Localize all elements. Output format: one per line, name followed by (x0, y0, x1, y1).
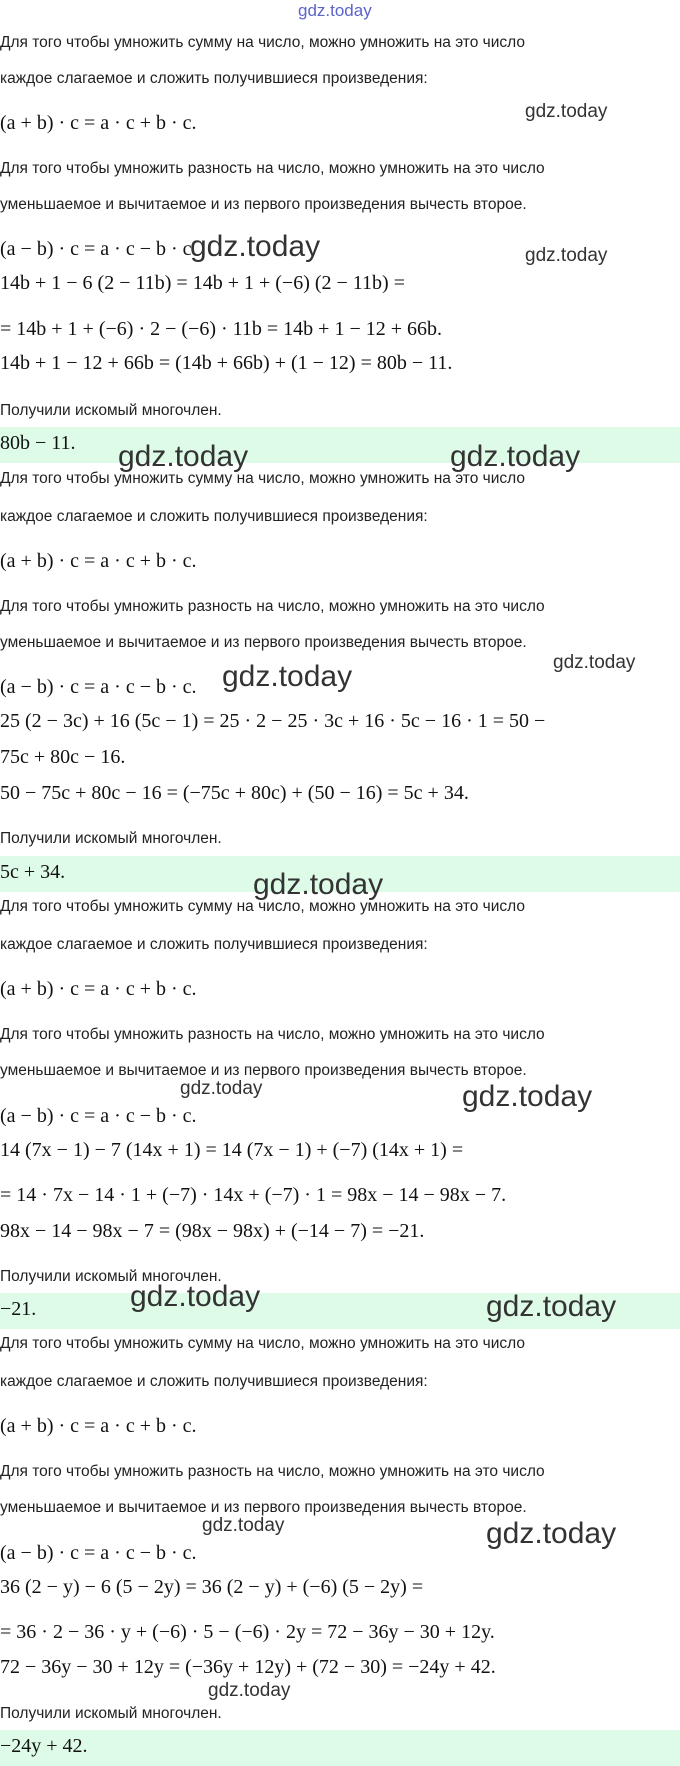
watermark: gdz.today (130, 1280, 261, 1313)
rule-sum-line-2: каждое слагаемое и сложить получившиеся произведения: (0, 70, 428, 87)
formula-diff: (a − b) · c = a · c − b · c. (0, 1105, 197, 1127)
rule-diff-line-1: Для того чтобы умножить разность на число, можно умножить на это число (0, 1026, 545, 1043)
solution-step-3: 98x − 14 − 98x − 7 = (98x − 98x) + (−14 − 7) = −21. (0, 1220, 425, 1242)
formula-sum: (a + b) · c = a · c + b · c. (0, 112, 197, 134)
watermark: gdz.today (190, 230, 321, 263)
watermark: gdz.today (462, 1080, 593, 1113)
rule-diff-line-2: уменьшаемое и вычитаемое и из первого произведения вычесть второе. (0, 1499, 527, 1516)
rule-sum-line-2: каждое слагаемое и сложить получившиеся произведения: (0, 936, 428, 953)
answer: −21. (0, 1298, 37, 1320)
answer: 5c + 34. (0, 861, 66, 883)
solution-step-2: = 14b + 1 + (−6) · 2 − (−6) · 11b = 14b + 1 − 12 + 66b. (0, 318, 443, 340)
solution-step-3: 72 − 36y − 30 + 12y = (−36y + 12y) + (72 − 30) = −24y + 42. (0, 1656, 496, 1678)
solution-step-1: 14 (7x − 1) − 7 (14x + 1) = 14 (7x − 1) + (−7) (14x + 1) = (0, 1139, 464, 1161)
rule-sum-line-1: Для того чтобы умножить сумму на число, можно умножить на это число (0, 34, 525, 51)
formula-sum: (a + b) · c = a · c + b · c. (0, 550, 197, 572)
watermark: gdz.today (486, 1517, 617, 1550)
answer-band-4 (0, 1730, 680, 1766)
solution-step-3: 50 − 75c + 80c − 16 = (−75c + 80c) + (50 − 16) = 5c + 34. (0, 782, 469, 804)
watermark: gdz.today (202, 1515, 285, 1536)
formula-sum: (a + b) · c = a · c + b · c. (0, 978, 197, 1000)
watermark: gdz.today (222, 660, 353, 693)
solution-step-2: = 14 · 7x − 14 · 1 + (−7) · 14x + (−7) · 1 = 98x − 14 − 98x − 7. (0, 1184, 507, 1206)
rule-sum-line-1: Для того чтобы умножить сумму на число, можно умножить на это число (0, 1335, 525, 1352)
solution-step-1: 25 (2 − 3c) + 16 (5c − 1) = 25 · 2 − 25 · 3c + 16 · 5c − 16 · 1 = 50 − (0, 710, 546, 732)
rule-diff-line-1: Для того чтобы умножить разность на число, можно умножить на это число (0, 598, 545, 615)
watermark: gdz.today (486, 1290, 617, 1323)
watermark: gdz.today (553, 652, 636, 673)
solution-step-1: 36 (2 − y) − 6 (5 − 2y) = 36 (2 − y) + (−6) (5 − 2y) = (0, 1576, 424, 1598)
watermark: gdz.today (118, 440, 249, 473)
solution-step-2: 75c + 80c − 16. (0, 746, 126, 768)
solution-step-1: 14b + 1 − 6 (2 − 11b) = 14b + 1 + (−6) (2 − 11b) = (0, 272, 405, 294)
watermark: gdz.today (525, 101, 608, 122)
solution-step-2: = 36 · 2 − 36 · y + (−6) · 5 − (−6) · 2y = 72 − 36y − 30 + 12y. (0, 1621, 495, 1643)
watermark: gdz.today (450, 440, 581, 473)
watermark-top: gdz.today (298, 1, 372, 20)
rule-sum-line-2: каждое слагаемое и сложить получившиеся произведения: (0, 1373, 428, 1390)
formula-diff: (a − b) · c = a · c − b · c. (0, 1542, 197, 1564)
rule-sum-line-1: Для того чтобы умножить сумму на число, можно умножить на это число (0, 898, 525, 915)
answer: 80b − 11. (0, 432, 76, 454)
rule-diff-line-2: уменьшаемое и вычитаемое и из первого произведения вычесть второе. (0, 1062, 527, 1079)
watermark: gdz.today (253, 868, 384, 901)
rule-diff-line-2: уменьшаемое и вычитаемое и из первого произведения вычесть второе. (0, 634, 527, 651)
watermark: gdz.today (525, 245, 608, 266)
formula-diff: (a − b) · c = a · c − b · c. (0, 238, 197, 260)
conclusion: Получили искомый многочлен. (0, 1705, 222, 1722)
rule-diff-line-2: уменьшаемое и вычитаемое и из первого произведения вычесть второе. (0, 196, 527, 213)
conclusion: Получили искомый многочлен. (0, 1268, 222, 1285)
watermark: gdz.today (180, 1078, 263, 1099)
answer: −24y + 42. (0, 1735, 88, 1757)
conclusion: Получили искомый многочлен. (0, 830, 222, 847)
formula-diff: (a − b) · c = a · c − b · c. (0, 676, 197, 698)
conclusion: Получили искомый многочлен. (0, 402, 222, 419)
rule-sum-line-1: Для того чтобы умножить сумму на число, можно умножить на это число (0, 470, 525, 487)
rule-sum-line-2: каждое слагаемое и сложить получившиеся произведения: (0, 508, 428, 525)
solution-step-3: 14b + 1 − 12 + 66b = (14b + 66b) + (1 − 12) = 80b − 11. (0, 352, 453, 374)
rule-diff-line-1: Для того чтобы умножить разность на число, можно умножить на это число (0, 1463, 545, 1480)
formula-sum: (a + b) · c = a · c + b · c. (0, 1415, 197, 1437)
rule-diff-line-1: Для того чтобы умножить разность на число, можно умножить на это число (0, 160, 545, 177)
watermark: gdz.today (208, 1680, 291, 1701)
